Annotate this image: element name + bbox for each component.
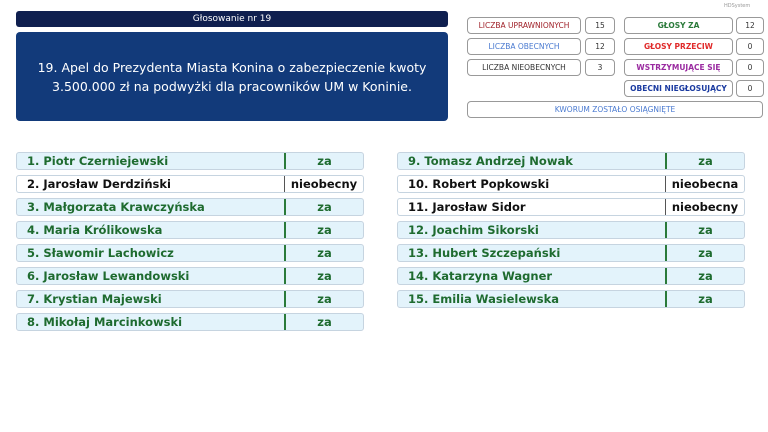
councillor-name: 15. Emilia Wasielewska	[398, 291, 667, 307]
quorum-status: KWORUM ZOSTAŁO OSIĄGNIĘTE	[467, 101, 763, 118]
vote-value: za	[317, 292, 332, 306]
stat-label: GŁOSY ZA	[624, 17, 733, 34]
vote-row	[397, 175, 745, 193]
vote-value: za	[698, 223, 713, 237]
councillor-name: 3. Małgorzata Krawczyńska	[17, 199, 286, 215]
councillor-name: 11. Jarosław Sidor	[398, 199, 666, 215]
stat-value: 0	[736, 80, 764, 97]
vote-value: za	[698, 269, 713, 283]
vote-value: za	[317, 200, 332, 214]
councillor-name: 9. Tomasz Andrzej Nowak	[398, 153, 667, 169]
stat-label: WSTRZYMUJĄCE SIĘ	[624, 59, 733, 76]
vote-value: za	[317, 315, 332, 329]
vote-row	[397, 198, 745, 216]
vote-value: za	[698, 292, 713, 306]
stat-value: 12	[585, 38, 615, 55]
stat-value: 0	[736, 59, 764, 76]
councillor-name: 1. Piotr Czerniejewski	[17, 153, 286, 169]
resolution-title	[16, 32, 448, 121]
councillor-name: 14. Katarzyna Wagner	[398, 268, 667, 284]
vote-row	[397, 290, 745, 308]
vote-row	[16, 267, 364, 285]
vote-value: nieobecny	[290, 177, 358, 191]
councillor-name: 4. Maria Królikowska	[17, 222, 286, 238]
stat-value: 12	[736, 17, 764, 34]
councillor-name: 13. Hubert Szczepański	[398, 245, 667, 261]
vote-row	[397, 244, 745, 262]
stat-label: LICZBA NIEOBECNYCH	[467, 59, 581, 76]
stat-label: LICZBA OBECNYCH	[467, 38, 581, 55]
vote-row	[397, 267, 745, 285]
vote-header: Głosowanie nr 19	[16, 11, 448, 27]
vote-row	[16, 290, 364, 308]
vote-value: za	[698, 154, 713, 168]
vote-value: za	[317, 269, 332, 283]
stat-value: 15	[585, 17, 615, 34]
councillor-name: 7. Krystian Majewski	[17, 291, 286, 307]
vote-row	[16, 313, 364, 331]
stat-label: OBECNI NIEGŁOSUJĄCY	[624, 80, 733, 97]
vote-value: za	[698, 246, 713, 260]
vote-row	[16, 244, 364, 262]
stat-value: 3	[585, 59, 615, 76]
councillor-name: 8. Mikołaj Marcinkowski	[17, 314, 286, 330]
vote-row	[16, 152, 364, 170]
vote-row	[16, 175, 364, 193]
stat-label: LICZBA UPRAWNIONYCH	[467, 17, 581, 34]
vote-row	[397, 152, 745, 170]
vote-row	[16, 221, 364, 239]
councillor-name: 2. Jarosław Derdziński	[17, 176, 285, 192]
vote-row	[397, 221, 745, 239]
resolution-text: 19. Apel do Prezydenta Miasta Konina o zabezpieczenie kwoty 3.500.000 zł na podwyżki dla pracowników UM w Koninie.	[37, 59, 427, 94]
brand-label: HDSystem	[724, 3, 751, 9]
councillor-name: 10. Robert Popkowski	[398, 176, 666, 192]
vote-value: za	[317, 154, 332, 168]
councillor-name: 12. Joachim Sikorski	[398, 222, 667, 238]
councillor-name: 5. Sławomir Lachowicz	[17, 245, 286, 261]
vote-value: nieobecna	[671, 177, 739, 191]
stat-label: GŁOSY PRZECIW	[624, 38, 733, 55]
councillor-name: 6. Jarosław Lewandowski	[17, 268, 286, 284]
vote-value: za	[317, 246, 332, 260]
vote-row	[16, 198, 364, 216]
vote-value: nieobecny	[671, 200, 739, 214]
stat-value: 0	[736, 38, 764, 55]
vote-value: za	[317, 223, 332, 237]
